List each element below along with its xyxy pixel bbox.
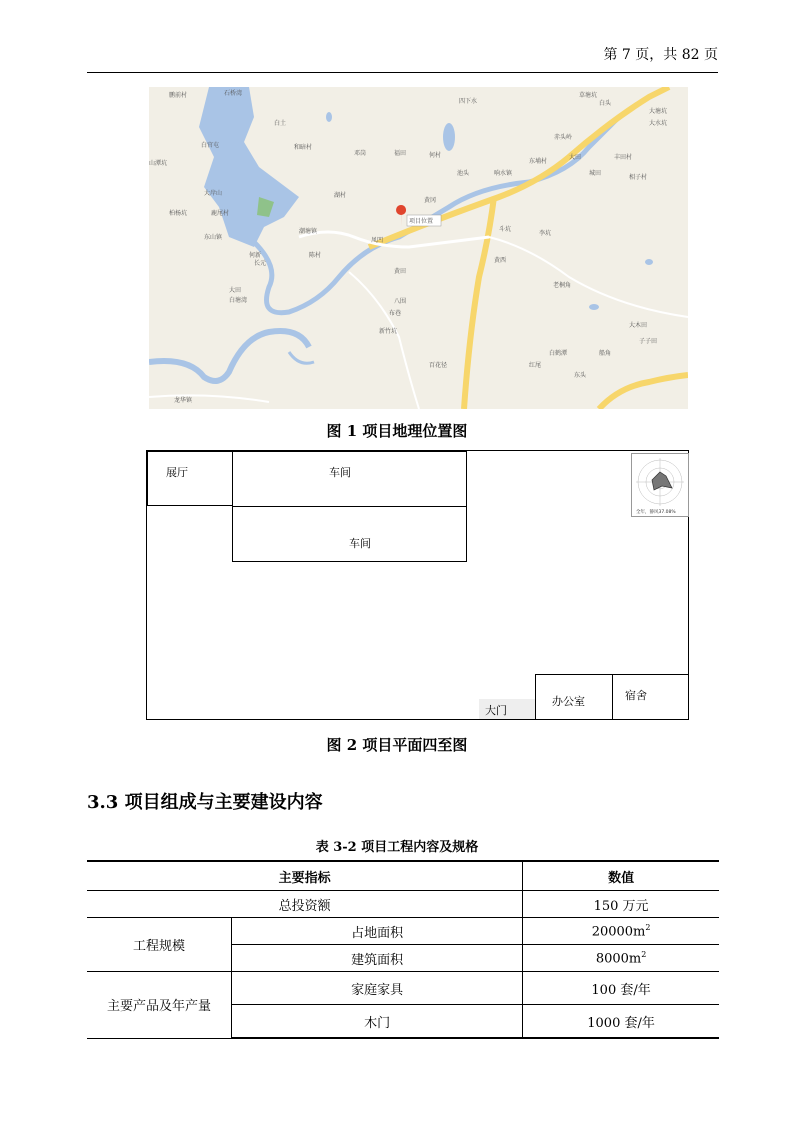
map-place-label: 池头 — [457, 170, 470, 177]
map-place-label: 白鹤潭 — [549, 350, 568, 357]
map-place-label: 相子村 — [629, 174, 648, 181]
map-place-label: 陈村 — [309, 252, 322, 259]
map-place-label: 布巷 — [389, 310, 402, 317]
wind-rose-icon — [652, 472, 672, 490]
map-place-label: 山潭坑 — [149, 160, 168, 167]
map-place-label: 响水镇 — [494, 170, 513, 177]
map-place-label: 船角 — [599, 350, 612, 357]
map-place-label: 黄田 — [394, 268, 407, 275]
table-caption: 表 3-2 项目工程内容及规格 — [315, 840, 479, 855]
map-place-label: 赤头岭 — [554, 134, 573, 141]
map-place-label: 邓岗 — [354, 150, 367, 157]
cell-furniture-label: 家庭家具 — [232, 972, 523, 1005]
map-place-label: 白塘湾 — [229, 297, 248, 304]
map-place-label: 城田 — [589, 170, 602, 177]
workshop1-box — [232, 451, 467, 507]
gate-label: 大门 — [485, 704, 507, 717]
map-place-label: 丰田村 — [614, 154, 633, 161]
dormitory-label: 宿舍 — [625, 689, 647, 702]
map-place-label: 和暗村 — [294, 144, 313, 151]
map-place-label: 东埔村 — [529, 158, 548, 165]
map-place-label: 柏杨坑 — [169, 210, 188, 217]
map-place-label: 长元 — [254, 260, 267, 267]
cell-doors-value: 1000 套/年 — [523, 1005, 719, 1039]
map-place-label: 子子田 — [639, 338, 658, 345]
workshop2-label: 车间 — [349, 537, 371, 550]
map-place-label: 百花径 — [429, 362, 448, 369]
map-place-label: 李坑 — [539, 230, 552, 237]
table-row — [87, 972, 719, 1005]
table-header-row — [87, 861, 719, 891]
office-box — [535, 674, 613, 720]
marker-label: 项目位置 — [409, 218, 434, 225]
map-place-label: 鹿尾村 — [211, 210, 230, 217]
showroom-box — [147, 451, 233, 506]
map-place-label: 大田 — [569, 154, 582, 161]
map-place-label: 大水坑 — [649, 120, 668, 127]
cell-land-area-label: 占地面积 — [232, 918, 523, 945]
map-place-label: 大塘坑 — [649, 108, 668, 115]
map-place-label: 黄西 — [494, 257, 507, 264]
map-place-label: 福田 — [394, 150, 407, 157]
showroom-label: 展厅 — [166, 466, 188, 479]
cell-total-investment-value: 150 万元 — [523, 891, 719, 918]
office-label: 办公室 — [552, 695, 585, 708]
map-place-label: 白官屯 — [201, 142, 220, 149]
header-rule — [87, 72, 718, 73]
section-heading: 3.3 项目组成与主要建设内容 — [87, 792, 323, 813]
map-place-label: 红尾 — [529, 362, 542, 369]
cell-land-area-value: $20000m^2$ — [523, 918, 719, 945]
workshop2-box — [232, 506, 467, 562]
cell-furniture-value: 100 套/年 — [523, 972, 719, 1005]
map-place-label: 老桐角 — [553, 282, 572, 289]
map-place-label: 大田 — [229, 287, 242, 294]
map-place-label: 四下水 — [459, 98, 478, 105]
header-indicator: 主要指标 — [87, 861, 523, 891]
map-place-label: 白土 — [274, 120, 287, 127]
figure2-caption: 图 2 项目平面四至图 — [326, 736, 468, 754]
gate-area — [479, 699, 535, 719]
cell-products-label: 主要产品及年产量 — [87, 972, 232, 1039]
map-place-label: 大岸山 — [204, 190, 223, 197]
map-place-label: 石桥湾 — [224, 90, 243, 97]
map-place-label: 龙华镇 — [174, 397, 193, 404]
map-place-label: 草塘坑 — [579, 92, 598, 99]
map-place-label: 凤凹 — [371, 237, 384, 244]
map-place-label: 何村 — [429, 152, 442, 159]
spec-table — [87, 860, 719, 1039]
map-place-label: 东头 — [574, 372, 587, 379]
table-row — [87, 891, 719, 918]
location-map — [149, 87, 688, 409]
figure1-caption: 图 1 项目地理位置图 — [326, 422, 468, 440]
cell-doors-label: 木门 — [232, 1005, 523, 1039]
map-place-label: 斗坑 — [499, 226, 512, 233]
map-place-label: 潮塘镇 — [299, 228, 318, 235]
cell-total-investment-label: 总投资额 — [87, 891, 523, 918]
cell-building-area-value: $8000m^2$ — [523, 945, 719, 972]
map-place-label: 八围 — [394, 298, 407, 305]
map-place-label: 白头 — [599, 100, 612, 107]
map-place-label: 大木田 — [629, 322, 648, 329]
map-place-label: 何新 — [249, 252, 262, 259]
wind-rose-text: 全年，静风37.08% — [636, 510, 676, 515]
map-place-label: 鹏前村 — [169, 92, 188, 99]
cell-building-area-label: 建筑面积 — [232, 945, 523, 972]
site-plan — [146, 450, 689, 720]
map-place-label: 黄冈 — [424, 197, 437, 204]
map-place-label: 新竹坑 — [379, 328, 398, 335]
wind-rose — [631, 453, 689, 517]
map-place-label: 东山镇 — [204, 234, 223, 241]
table-row — [87, 918, 719, 945]
page-number: 第 7 页，共 82 页 — [603, 47, 718, 63]
cell-scale-label: 工程规模 — [87, 918, 232, 972]
header-value: 数值 — [523, 861, 719, 891]
map-place-label: 湖村 — [334, 192, 347, 199]
workshop1-label: 车间 — [329, 466, 351, 479]
